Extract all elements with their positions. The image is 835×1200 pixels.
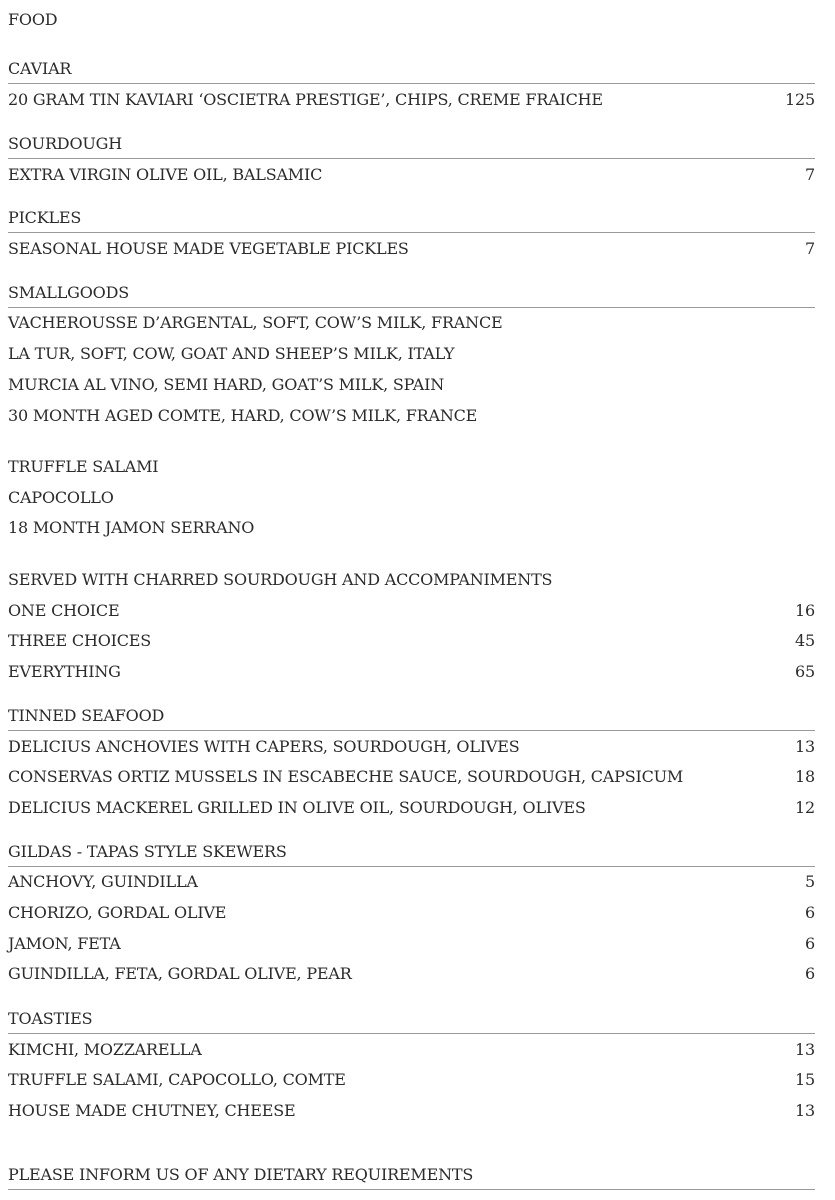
menu-item-row — [8, 662, 815, 682]
menu-item-price: 7 — [805, 165, 815, 184]
meat-item: 18 MONTH JAMON SERRANO — [8, 518, 255, 537]
menu-item-name: CHORIZO, GORDAL OLIVE — [8, 903, 227, 922]
menu-item-row — [8, 1101, 815, 1121]
menu-item-price: 18 — [795, 767, 815, 786]
menu-item-row — [8, 90, 815, 110]
section-heading-caviar: CAVIAR — [8, 59, 72, 78]
meat-item: CAPOCOLLO — [8, 488, 114, 507]
menu-item-price: 6 — [805, 903, 815, 922]
meat-item: TRUFFLE SALAMI — [8, 457, 159, 476]
section-heading-sourdough: SOURDOUGH — [8, 134, 122, 153]
menu-item-row — [8, 903, 815, 923]
menu-item-name: EVERYTHING — [8, 662, 121, 681]
menu-item-price: 13 — [795, 737, 815, 756]
section-heading-pickles: PICKLES — [8, 208, 82, 227]
menu-item-row — [8, 934, 815, 954]
menu-item-name: 20 GRAM TIN KAVIARI ‘OSCIETRA PRESTIGE’, CHIPS, CREME FRAICHE — [8, 90, 603, 109]
section-divider — [8, 866, 815, 867]
menu-item-row — [8, 1070, 815, 1090]
section-divider — [8, 730, 815, 731]
section-heading-toasties: TOASTIES — [8, 1009, 93, 1028]
menu-item-row — [8, 601, 815, 621]
menu-item-price: 7 — [805, 239, 815, 258]
cheese-item: 30 MONTH AGED COMTE, HARD, COW’S MILK, FRANCE — [8, 406, 478, 425]
menu-item-row — [8, 165, 815, 185]
footer-divider — [8, 1189, 815, 1190]
section-divider — [8, 83, 815, 84]
menu-item-name: DELICIUS ANCHOVIES WITH CAPERS, SOURDOUGH, OLIVES — [8, 737, 520, 756]
menu-item-name: THREE CHOICES — [8, 631, 152, 650]
menu-item-row — [8, 737, 815, 757]
menu-item-name: GUINDILLA, FETA, GORDAL OLIVE, PEAR — [8, 964, 352, 983]
menu-item-name: ANCHOVY, GUINDILLA — [8, 872, 198, 891]
menu-item-name: JAMON, FETA — [8, 934, 121, 953]
section-heading-gildas: GILDAS - TAPAS STYLE SKEWERS — [8, 842, 287, 861]
menu-item-row — [8, 964, 815, 984]
menu-title: FOOD — [8, 10, 58, 29]
dietary-note: PLEASE INFORM US OF ANY DIETARY REQUIREMENTS — [8, 1165, 474, 1184]
menu-item-price: 15 — [795, 1070, 815, 1089]
served-with-note: SERVED WITH CHARRED SOURDOUGH AND ACCOMPANIMENTS — [8, 570, 553, 589]
section-heading-tinned-seafood: TINNED SEAFOOD — [8, 706, 165, 725]
menu-item-row — [8, 872, 815, 892]
menu-item-price: 13 — [795, 1101, 815, 1120]
cheese-item: VACHEROUSSE D’ARGENTAL, SOFT, COW’S MILK, FRANCE — [8, 313, 503, 332]
section-heading-smallgoods: SMALLGOODS — [8, 283, 129, 302]
menu-item-price: 65 — [795, 662, 815, 681]
section-divider — [8, 232, 815, 233]
menu-item-price: 12 — [795, 798, 815, 817]
menu-item-name: TRUFFLE SALAMI, CAPOCOLLO, COMTE — [8, 1070, 346, 1089]
menu-item-price: 45 — [795, 631, 815, 650]
menu-item-name: HOUSE MADE CHUTNEY, CHEESE — [8, 1101, 296, 1120]
cheese-item: LA TUR, SOFT, COW, GOAT AND SHEEP’S MILK, ITALY — [8, 344, 455, 363]
menu-item-name: ONE CHOICE — [8, 601, 120, 620]
menu-item-row — [8, 631, 815, 651]
menu-item-price: 6 — [805, 964, 815, 983]
menu-item-price: 5 — [805, 872, 815, 891]
menu-item-price: 13 — [795, 1040, 815, 1059]
menu-item-price: 6 — [805, 934, 815, 953]
section-divider — [8, 1033, 815, 1034]
menu-item-price: 125 — [785, 90, 815, 109]
cheese-item: MURCIA AL VINO, SEMI HARD, GOAT’S MILK, SPAIN — [8, 375, 444, 394]
menu-item-price: 16 — [795, 601, 815, 620]
menu-item-row — [8, 798, 815, 818]
menu-item-row — [8, 1040, 815, 1060]
menu-item-name: CONSERVAS ORTIZ MUSSELS IN ESCABECHE SAUCE, SOURDOUGH, CAPSICUM — [8, 767, 684, 786]
menu-item-name: EXTRA VIRGIN OLIVE OIL, BALSAMIC — [8, 165, 323, 184]
menu-item-name: KIMCHI, MOZZARELLA — [8, 1040, 202, 1059]
menu-item-row — [8, 239, 815, 259]
section-divider — [8, 158, 815, 159]
menu-item-row — [8, 767, 815, 787]
section-divider — [8, 307, 815, 308]
menu-item-name: SEASONAL HOUSE MADE VEGETABLE PICKLES — [8, 239, 409, 258]
menu-item-name: DELICIUS MACKEREL GRILLED IN OLIVE OIL, SOURDOUGH, OLIVES — [8, 798, 586, 817]
